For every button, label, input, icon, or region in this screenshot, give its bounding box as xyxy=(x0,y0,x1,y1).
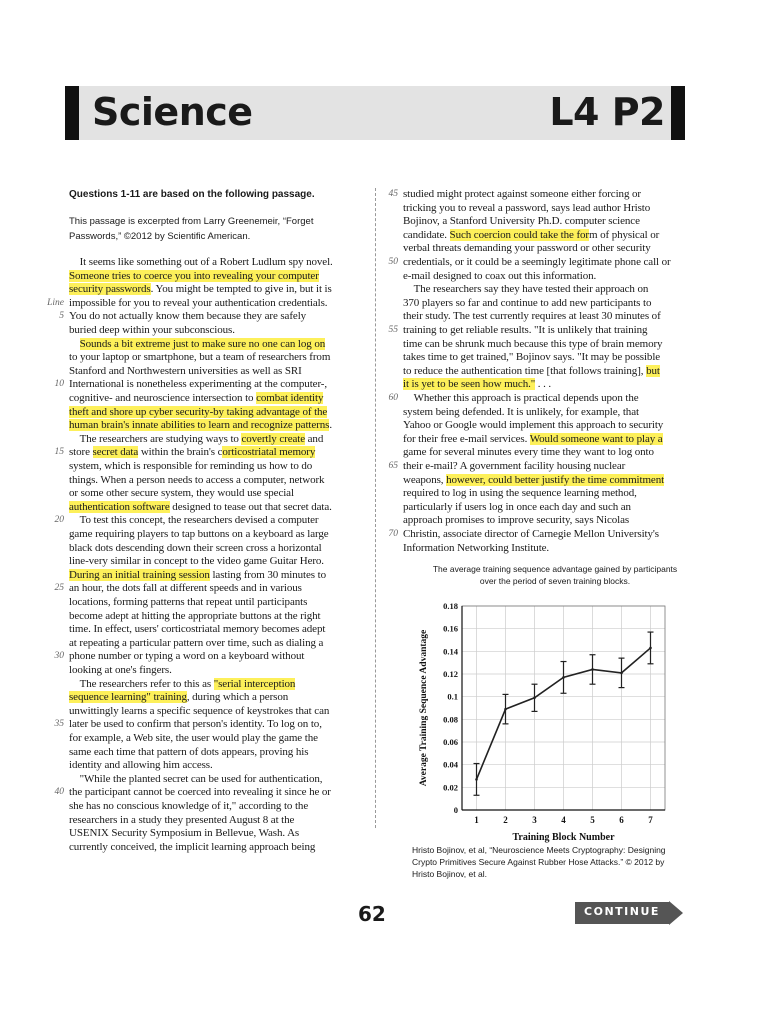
passage-text: buried deep within your subconscious. xyxy=(69,324,235,336)
passage-text: , during which a person xyxy=(186,691,289,704)
passage-line xyxy=(403,474,664,486)
passage-text: The researchers are studying ways to xyxy=(69,432,242,445)
passage-line xyxy=(403,202,650,214)
continue-button[interactable] xyxy=(575,902,683,926)
passage-line xyxy=(403,283,648,295)
y-tick-label: 0 xyxy=(453,805,458,815)
passage-text: system being defended. It is unlikely, for example, that xyxy=(403,405,639,418)
x-tick-label: 1 xyxy=(474,815,479,825)
passage-line xyxy=(69,378,327,390)
highlighted-text: Someone tries to coerce you into revealing your computer xyxy=(69,269,319,282)
passage-text: store xyxy=(69,446,93,459)
passage-text: their study. The test currently requires at least 30 minutes of xyxy=(403,310,661,323)
passage-text: particularly if users log in once each day and such an xyxy=(403,500,631,513)
passage-text: candidate. xyxy=(403,228,450,241)
passage-text: 370 players so far and continue to add new participants to xyxy=(403,296,652,309)
highlighted-text: Would someone want to play a xyxy=(529,432,663,445)
page-number: 62 xyxy=(358,902,386,926)
passage-text: identity and allowing him access. xyxy=(69,759,213,772)
passage-line xyxy=(403,487,637,499)
y-tick-label: 0.02 xyxy=(443,782,458,793)
highlighted-text: security passwords xyxy=(69,283,151,296)
passage-line xyxy=(69,582,302,594)
passage-text: to your laptop or smartphone, but a team of researchers from xyxy=(69,351,331,364)
passage-line xyxy=(69,310,306,322)
y-axis-title: Average Training Sequence Advantage xyxy=(419,629,429,787)
passage-text: later be used to confirm that person's identity. To log on to, xyxy=(69,718,322,731)
figure-caption xyxy=(405,563,705,587)
passage-line xyxy=(69,542,322,554)
highlighted-text: covertly create xyxy=(241,432,305,445)
line-number: 35 xyxy=(54,719,64,730)
passage-text: . You might be tempted to give in, but it is xyxy=(150,283,332,296)
passage-text: an hour, the dots fall at different speeds and in various xyxy=(69,582,302,595)
highlighted-text: Sounds a bit extreme just to make sure no one can log on xyxy=(79,337,326,350)
highlighted-text: it is yet to be seen how much." xyxy=(403,378,536,391)
passage-text: same each time that pattern of dots appears, proving his xyxy=(69,745,309,758)
data-point xyxy=(649,647,652,650)
passage-line xyxy=(403,256,671,268)
passage-text: training to get reliable results. "It is unlikely that training xyxy=(403,324,648,336)
passage-line xyxy=(403,297,651,309)
passage-line xyxy=(69,773,322,785)
page-header xyxy=(65,86,685,140)
passage-line xyxy=(69,446,315,458)
passage-line xyxy=(69,800,308,812)
line-number: 10 xyxy=(54,379,64,390)
line-number: 15 xyxy=(54,447,64,458)
x-tick-label: 5 xyxy=(590,815,595,825)
passage-line xyxy=(69,596,307,608)
passage-text: game for several minutes every time they want to log onto xyxy=(403,446,654,459)
passage-text: she has no conscious knowledge of it," according to the xyxy=(69,800,309,812)
passage-line xyxy=(69,324,235,336)
passage-line xyxy=(69,392,323,404)
x-tick-label: 3 xyxy=(532,815,537,825)
passage-line xyxy=(69,786,331,798)
line-number: 45 xyxy=(388,189,398,199)
line-number: 30 xyxy=(54,651,64,662)
passage-text: things. When a person needs to access a computer, network xyxy=(69,473,325,486)
line-number: 50 xyxy=(388,257,398,267)
x-axis-title: Training Block Number xyxy=(512,832,615,843)
x-tick-label: 2 xyxy=(503,815,508,825)
passage-line xyxy=(69,637,323,649)
passage-text: approach promises to improve security, says Nicolas xyxy=(403,514,630,527)
passage-line xyxy=(69,419,332,431)
passage-text: Whether this approach is practical depends upon the xyxy=(403,392,639,404)
data-point xyxy=(533,697,536,700)
question-range: Questions 1-11 are based on the following passage. xyxy=(69,189,315,200)
passage-text: locations, forming patterns that repeat until participants xyxy=(69,596,308,608)
passage-text: International is nonetheless experimenting at the computer-, xyxy=(69,378,328,391)
passage-line xyxy=(403,324,647,336)
continue-label: CONTINUE xyxy=(584,905,660,918)
passage-line xyxy=(403,310,661,322)
highlighted-text: Such coercion could take the for xyxy=(449,228,589,241)
y-tick-label: 0.04 xyxy=(443,759,458,770)
credit-line: Hristo Bojinov, et al, “Neuroscience Meets Cryptography: Designing xyxy=(412,845,666,855)
passage-line xyxy=(69,623,325,635)
passage-text: unwittingly learns a specific sequence of keystrokes that can xyxy=(69,704,330,717)
passage-line xyxy=(403,392,639,404)
passage-line xyxy=(69,256,333,268)
passage-line xyxy=(403,542,549,554)
passage-text: USENIX Security Symposium in Bellevue, Wash. As xyxy=(69,827,300,840)
subject-title: Science xyxy=(92,90,253,134)
passage-text: Christin, associate director of Carnegie Mellon University's xyxy=(403,528,659,540)
passage-text: their e-mail? A government facility housing nuclear xyxy=(403,460,626,472)
y-tick-label: 0.08 xyxy=(443,714,458,725)
y-tick-label: 0.1 xyxy=(447,691,458,702)
passage-line xyxy=(69,610,321,622)
passage-text: To test this concept, the researchers devised a computer xyxy=(69,514,319,527)
line-number: 70 xyxy=(388,529,398,539)
line-number: 60 xyxy=(388,393,398,403)
passage-text: studied might protect against someone either forcing or xyxy=(403,188,641,200)
passage-text: "While the planted secret can be used for authentication, xyxy=(69,772,323,785)
passage-line xyxy=(69,270,319,282)
passage-line xyxy=(69,827,299,839)
passage-text: to reduce the authentication time [that follows training], xyxy=(403,364,647,377)
data-point xyxy=(475,778,478,781)
passage-line xyxy=(403,406,639,418)
y-tick-label: 0.06 xyxy=(443,737,458,747)
passage-text: required to log in using the sequence learning method, xyxy=(403,487,637,500)
passage-line xyxy=(403,501,631,513)
passage-line xyxy=(69,514,319,526)
passage-text: researchers in a study they presented August 8 at the xyxy=(69,813,295,826)
passage-text: Information Networking Institute. xyxy=(403,541,550,554)
x-tick-label: 6 xyxy=(619,815,624,825)
highlighted-text: sequence learning" training xyxy=(69,691,187,704)
source-line: Passwords,” ©2012 by Scientific American. xyxy=(69,231,251,242)
passage-line xyxy=(403,446,654,458)
passage-line xyxy=(69,746,308,758)
column-divider xyxy=(375,188,376,828)
passage-line xyxy=(403,378,551,390)
training-advantage-chart xyxy=(410,588,693,846)
passage-line xyxy=(69,365,302,377)
x-tick-label: 4 xyxy=(561,815,566,825)
passage-text: black dots descending down their screen cross a horizontal xyxy=(69,541,322,554)
passage-text: tricking you to reveal a password, says lead author Hristo xyxy=(403,201,651,214)
passage-text: and xyxy=(305,432,324,445)
passage-text: for their free e-mail services. xyxy=(403,432,530,445)
passage-line xyxy=(69,487,294,499)
passage-line xyxy=(69,433,323,445)
data-point xyxy=(504,708,507,711)
passage-text: Yahoo or Google would implement this approach to security xyxy=(403,419,664,432)
passage-text: m of physical or xyxy=(589,228,660,241)
highlighted-text: authentication software xyxy=(69,500,170,513)
passage-line xyxy=(69,691,288,703)
highlighted-text: theft and shore up cyber security-by taking advantage of the xyxy=(69,405,328,418)
data-point xyxy=(620,672,623,675)
passage-text: verbal threats demanding your password or other security xyxy=(403,242,651,255)
passage-line xyxy=(69,814,294,826)
passage-line xyxy=(403,419,663,431)
passage-line xyxy=(403,528,659,540)
x-tick-label: 7 xyxy=(648,815,653,825)
passage-line xyxy=(69,759,213,771)
arrow-right-icon xyxy=(669,901,683,925)
y-tick-label: 0.14 xyxy=(443,646,458,657)
line-number: 25 xyxy=(54,583,64,594)
highlighted-text: however, could better justify the time commitment xyxy=(446,473,665,486)
passage-line xyxy=(69,406,327,418)
passage-text: cognitive- and neuroscience intersection to xyxy=(69,392,257,404)
passage-line xyxy=(403,229,659,241)
passage-text: within the brain's c xyxy=(138,446,223,459)
passage-text: designed to tease out that secret data. xyxy=(169,500,332,513)
passage-text: phone number or typing a word on a keyboard without xyxy=(69,650,305,663)
source-line: This passage is excerpted from Larry Greenemeir, “Forget xyxy=(69,216,314,227)
highlighted-text: orticostriatal memory xyxy=(222,446,316,459)
passage-line xyxy=(403,460,625,472)
passage-text: takes time to get trained," Bojinov says. "It may be possible xyxy=(403,351,661,364)
passage-line xyxy=(403,351,660,363)
passage-text: become adept at hitting the appropriate buttons at the right xyxy=(69,609,321,622)
highlighted-text: secret data xyxy=(92,446,139,459)
passage-line xyxy=(69,528,329,540)
passage-line xyxy=(69,841,315,853)
passage-text: weapons, xyxy=(403,473,447,486)
passage-text: The researchers refer to this as xyxy=(69,677,214,690)
credit-line: Crypto Primitives Secure Against Rubber Hose Attacks.” © 2012 by xyxy=(412,857,665,867)
passage-line xyxy=(403,270,596,282)
caption-line: The average training sequence advantage gained by participants xyxy=(432,564,678,574)
passage-text: Bojinov, a Stanford University Ph.D. computer science xyxy=(403,215,640,228)
passage-line xyxy=(69,732,318,744)
line-number: 40 xyxy=(54,787,64,798)
passage-line xyxy=(69,460,312,472)
passage-text: It seems like something out of a Robert Ludlum spy novel. xyxy=(69,256,333,268)
passage-line xyxy=(69,351,330,363)
passage-text: lasting from 30 minutes to xyxy=(209,568,326,581)
passage-text: You do not actually know them because they are safely xyxy=(69,310,307,323)
line-number: Line xyxy=(47,297,64,308)
passage-text: time. In effect, users' corticostriatal memory becomes adept xyxy=(69,623,326,636)
data-point xyxy=(591,668,594,671)
passage-source xyxy=(69,214,369,244)
passage-line xyxy=(69,297,327,309)
highlighted-text: combat identity xyxy=(256,392,324,404)
passage-text: game requiring players to tap buttons on a keyboard as large xyxy=(69,528,329,540)
passage-text: Stanford and Northwestern universities as well as SRI xyxy=(69,364,302,377)
passage-line xyxy=(403,188,641,200)
passage-line xyxy=(69,705,329,717)
highlighted-text: human brain's innate abilities to learn and recognize patterns xyxy=(69,419,330,432)
passage-text: time can be shrunk much because this type of brain memory xyxy=(403,337,663,350)
passage-text: . xyxy=(329,419,332,432)
highlighted-text: but xyxy=(646,364,660,377)
passage-line xyxy=(69,474,324,486)
line-number: 65 xyxy=(388,461,398,471)
passage-line xyxy=(69,569,326,581)
line-number: 20 xyxy=(54,515,64,526)
highlighted-text: "serial interception xyxy=(213,677,296,690)
passage-text: . . . xyxy=(535,378,552,391)
line-number: 55 xyxy=(388,325,398,335)
passage-text: e-mail designed to coax out this information. xyxy=(403,269,597,282)
y-tick-label: 0.12 xyxy=(443,669,458,679)
passage-text xyxy=(69,338,80,350)
passage-line xyxy=(403,338,662,350)
figure-credit xyxy=(412,844,692,880)
highlighted-text: During an initial training session xyxy=(69,568,210,581)
caption-line: over the period of seven training blocks. xyxy=(479,576,631,586)
passage-line xyxy=(69,283,332,295)
data-point xyxy=(562,676,565,679)
passage-text: impossible for you to reveal your authentication credentials. xyxy=(69,296,328,309)
credit-line: Hristo Bojinov, et al. xyxy=(412,869,487,879)
passage-line xyxy=(403,242,651,254)
passage-text: line-very similar in concept to the video game Guitar Hero. xyxy=(69,555,324,568)
passage-text: looking at one's fingers. xyxy=(69,664,172,676)
header-left-bar xyxy=(65,86,79,140)
y-tick-label: 0.18 xyxy=(443,601,458,611)
passage-text: The researchers say they have tested their approach on xyxy=(403,283,649,296)
passage-line xyxy=(69,678,295,690)
passage-line xyxy=(69,338,325,350)
passage-line xyxy=(69,555,324,567)
passage-code: L4 P2 xyxy=(549,90,665,134)
passage-text: for example, a Web site, the user would play the game the xyxy=(69,732,318,744)
passage-text: or some other secure system, they would use special xyxy=(69,487,294,500)
passage-line xyxy=(69,501,332,513)
passage-line xyxy=(69,650,304,662)
y-tick-label: 0.16 xyxy=(443,623,458,634)
passage-text: at repeating a particular pattern over time, such as dialing a xyxy=(69,636,324,649)
header-right-bar xyxy=(671,86,685,140)
passage-line xyxy=(403,215,640,227)
passage-line xyxy=(69,664,172,676)
passage-text: credentials, or it could be a seemingly legitimate phone call or xyxy=(403,256,671,268)
passage-line xyxy=(403,514,629,526)
passage-line xyxy=(403,365,660,377)
passage-line xyxy=(69,718,322,730)
passage-line xyxy=(403,433,663,445)
line-number: 5 xyxy=(59,311,64,322)
passage-text: currently conceived, the implicit learning approach being xyxy=(69,840,316,853)
passage-text: the participant cannot be coerced into revealing it since he or xyxy=(69,786,331,799)
passage-text: system, which is responsible for reminding us how to do xyxy=(69,460,313,472)
